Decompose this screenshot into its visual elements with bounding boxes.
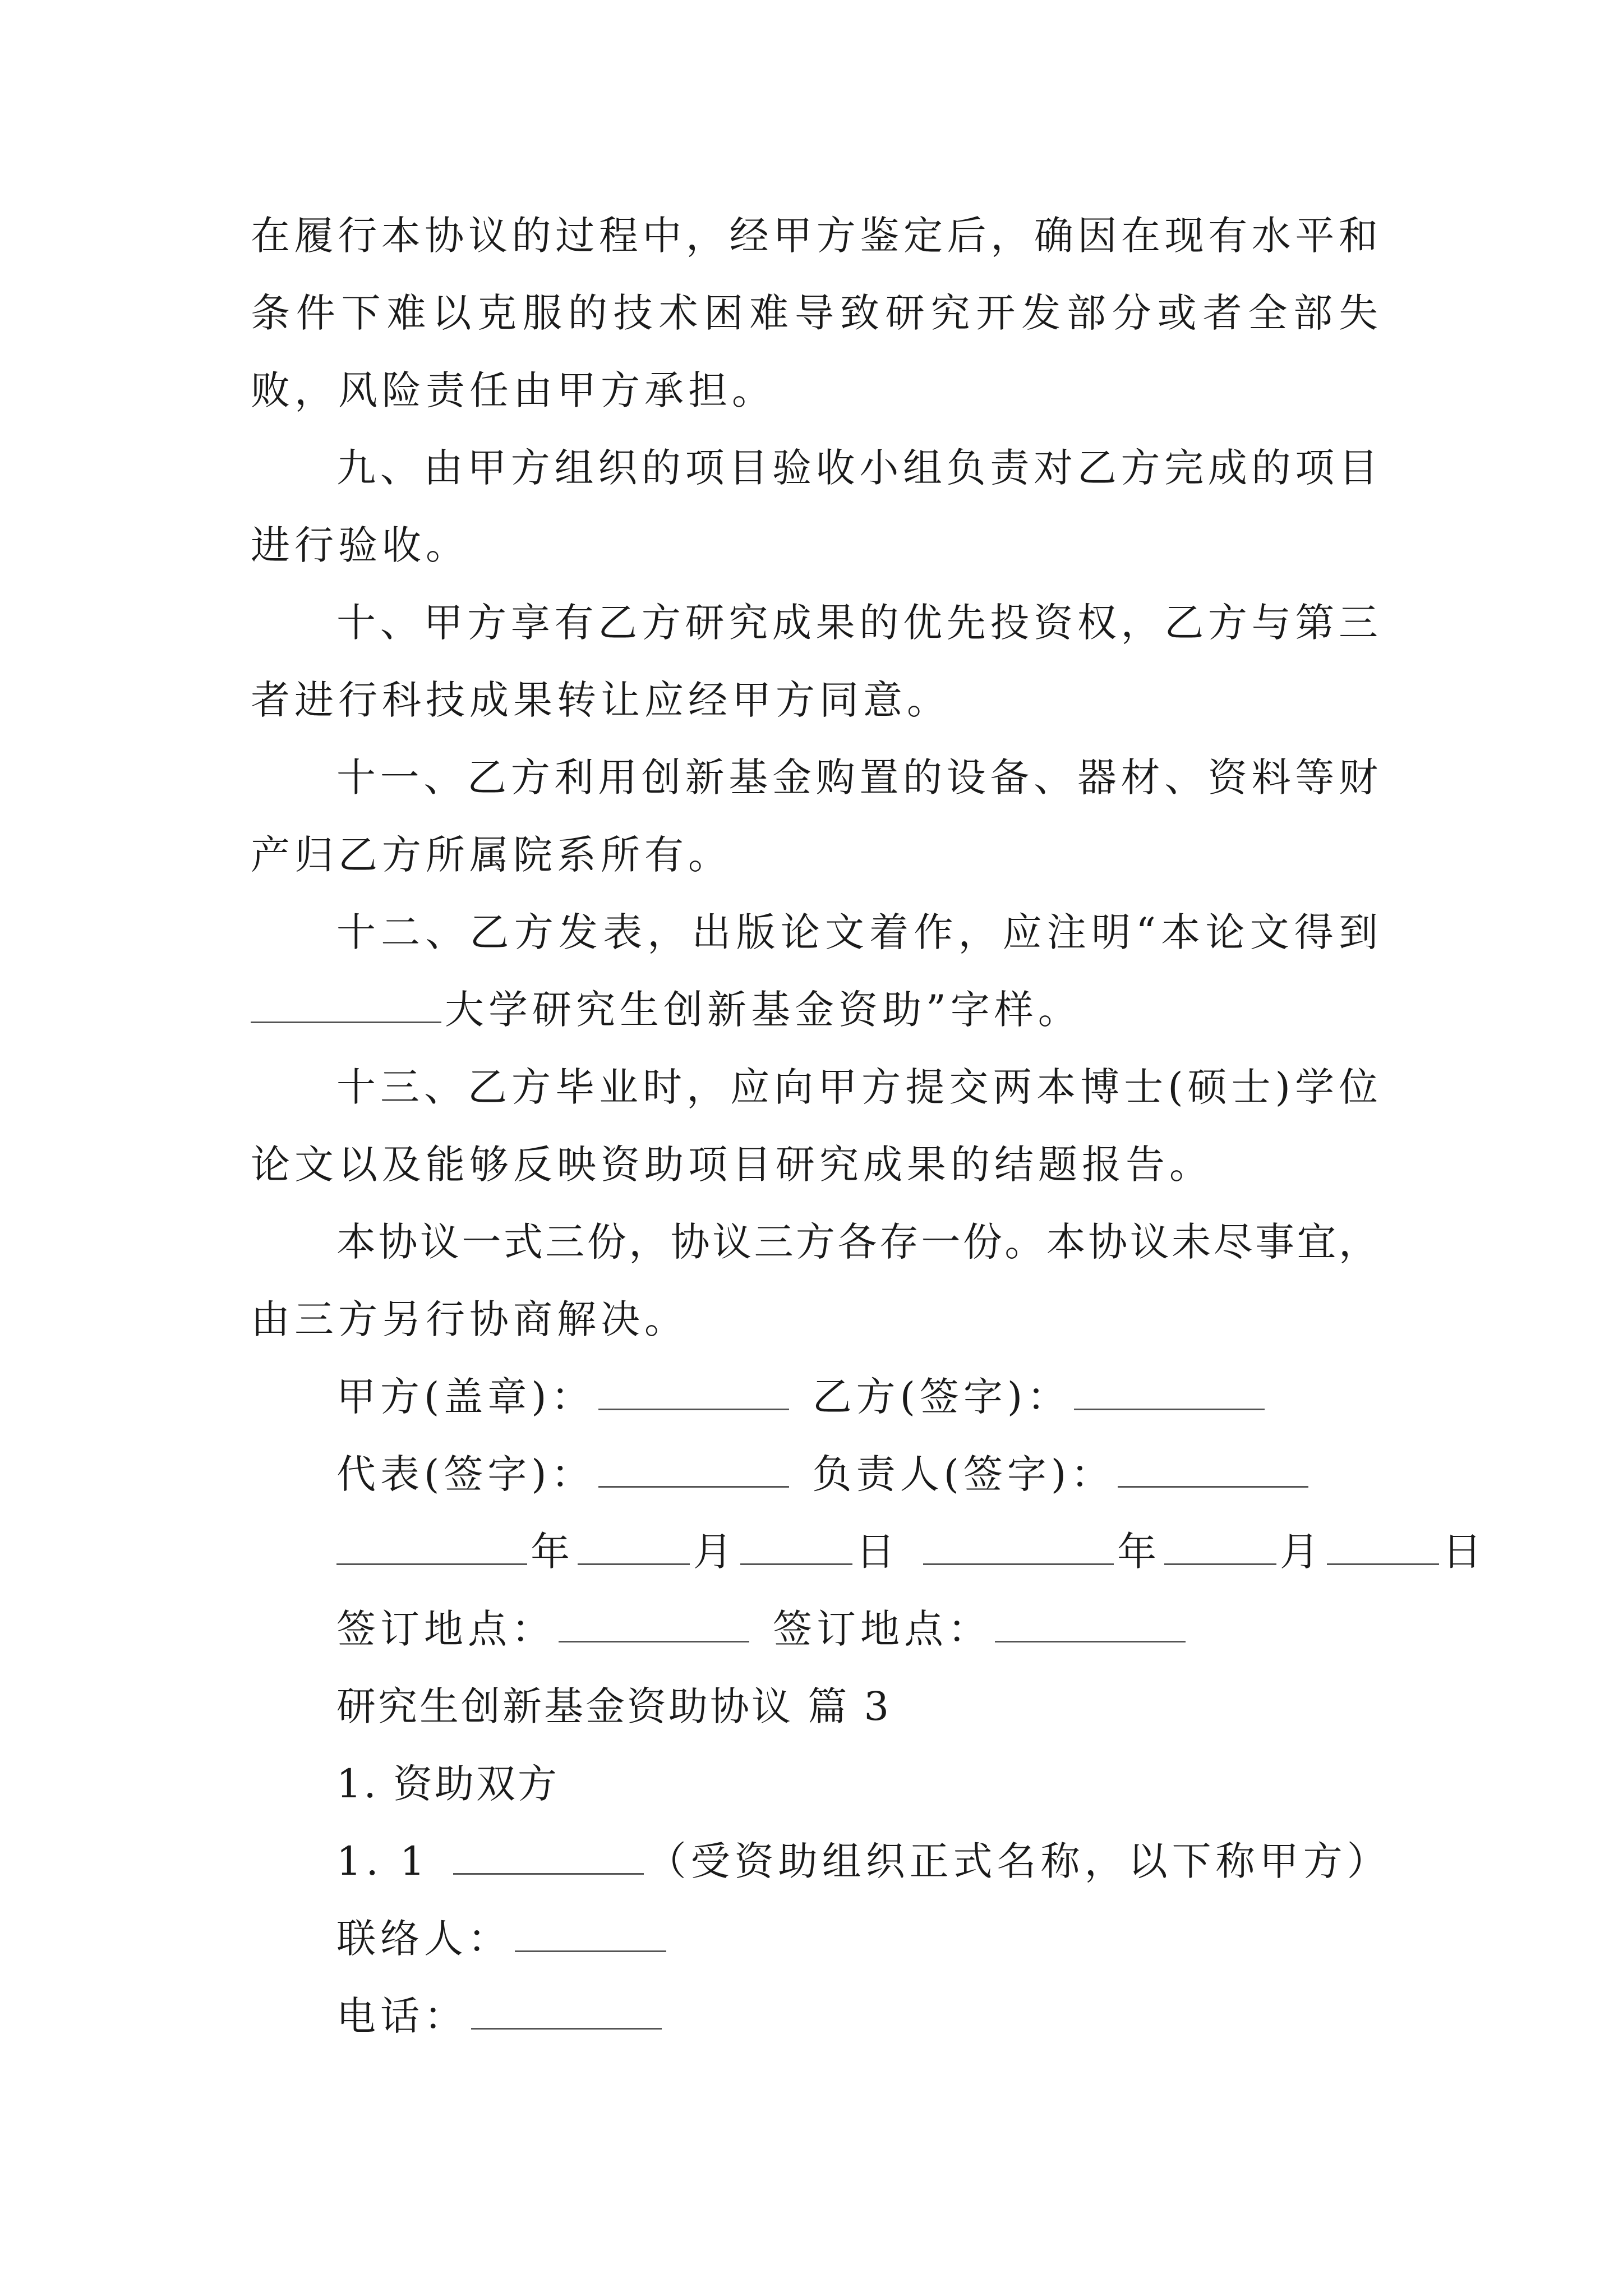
signature-row-representatives [336,1452,1312,1497]
paragraph-line: 十二、乙方发表，出版论文着作，应注明“本论文得到 [336,909,1378,955]
paragraph-line: 本协议一式三份，协议三方各存一份。本协议未尽事宜， [336,1219,1378,1265]
day-label: 日 [856,1529,900,1575]
blank-field [251,989,441,1023]
phone-label: 电话： [336,1993,468,2039]
item-text: （受资助组织正式名称，以下称甲方） [647,1838,1391,1884]
year-field[interactable] [336,1531,527,1565]
contact-field[interactable] [515,1918,666,1952]
party-a-seal-label: 甲方(盖章)： [336,1374,595,1420]
paragraph-line: 者进行科技成果转让应经甲方同意。 [251,677,951,723]
paragraph-line: 在履行本协议的过程中，经甲方鉴定后，确因在现有水平和 [251,213,1378,259]
contact-label: 联络人： [336,1916,511,1962]
paragraph-line: 十、甲方享有乙方研究成果的优先投资权，乙方与第三 [336,600,1378,646]
contact-row [336,1916,670,1961]
organization-name-field[interactable] [453,1841,644,1875]
representative-sign-label: 代表(签字)： [336,1451,595,1497]
day-field[interactable] [1327,1531,1439,1565]
signing-place-field[interactable] [559,1608,749,1642]
section-title: 研究生创新基金资助协议 篇 3 [336,1683,892,1729]
year-label: 年 [531,1529,574,1575]
paragraph-line: 十三、乙方毕业时，应向甲方提交两本博士(硕士)学位 [336,1064,1378,1110]
paragraph-line: 败，风险责任由甲方承担。 [251,367,776,413]
paragraph-line: 条件下难以克服的技术困难导致研究开发部分或者全部失 [251,290,1378,336]
day-field[interactable] [740,1531,852,1565]
paragraph-line: 产归乙方所属院系所有。 [251,832,732,878]
paragraph-line [251,987,1082,1032]
party-b-sign-field[interactable] [1074,1376,1265,1410]
month-label: 月 [693,1529,737,1575]
head-sign-field[interactable] [1118,1453,1308,1488]
day-label: 日 [1442,1529,1486,1575]
representative-sign-field[interactable] [598,1453,789,1488]
item-number: 1. 1 [336,1838,430,1884]
phone-field[interactable] [471,1995,662,2030]
paragraph-line: 进行验收。 [251,522,469,568]
signing-place-label: 签订地点： [336,1606,555,1652]
signing-place-field[interactable] [995,1608,1186,1642]
year-field[interactable] [923,1531,1114,1565]
party-a-seal-field[interactable] [598,1376,789,1410]
paragraph-line: 由三方另行协商解决。 [251,1296,688,1342]
month-field[interactable] [578,1531,690,1565]
signature-row-dates [336,1529,1486,1574]
year-label: 年 [1117,1529,1161,1575]
paragraph-text: 大学研究生创新基金资助”字样。 [445,987,1082,1033]
phone-row [336,1994,665,2039]
section-heading: 1. 资助双方 [336,1761,560,1807]
paragraph-line: 九、由甲方组织的项目验收小组负责对乙方完成的项目 [336,445,1378,491]
party-b-sign-label: 乙方(签字)： [812,1374,1071,1420]
month-field[interactable] [1164,1531,1276,1565]
paragraph-line: 论文以及能够反映资助项目研究成果的结题报告。 [251,1142,1213,1188]
signature-row-places [336,1607,1189,1651]
signature-row-parties [336,1374,1268,1419]
head-sign-label: 负责人(签字)： [812,1451,1115,1497]
paragraph-line: 十一、乙方利用创新基金购置的设备、器材、资料等财 [336,754,1378,800]
month-label: 月 [1280,1529,1324,1575]
item-1-1 [336,1839,1391,1884]
signing-place-label: 签订地点： [773,1606,992,1652]
